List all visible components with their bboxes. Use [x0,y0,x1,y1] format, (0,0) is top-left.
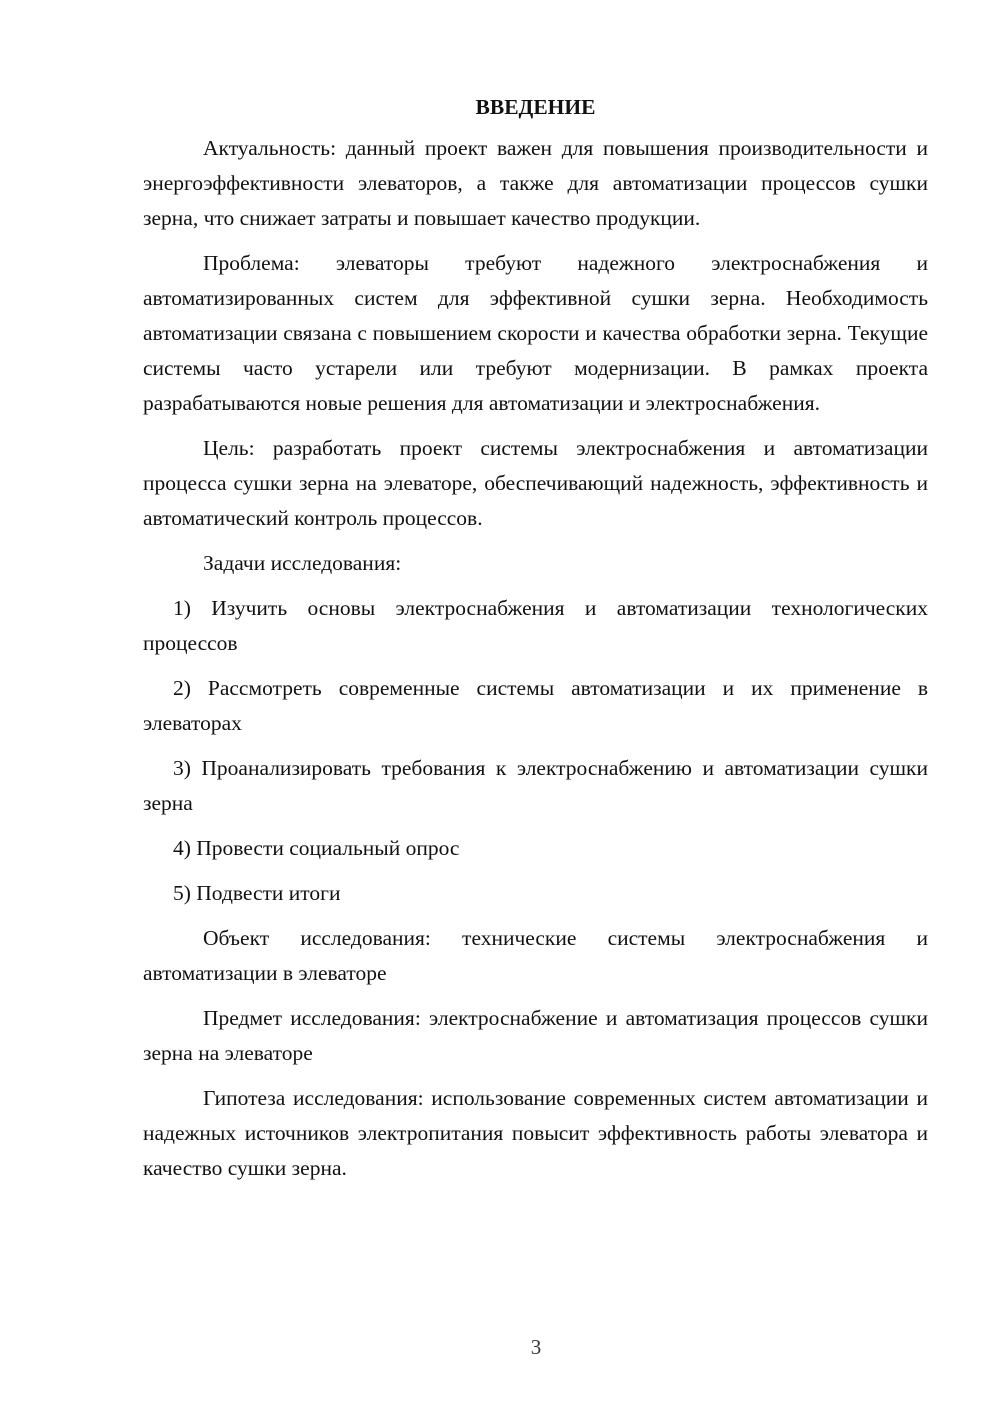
paragraph-goal: Цель: разработать проект системы электроснабжения и автоматизации процесса сушки зерна на элеваторе, обеспечивающий надежность, эффективность и автоматический контроль процессов. [143,436,928,530]
paragraph-object: Объект исследования: технические системы электроснабжения и автоматизации в элеваторе [143,926,928,985]
task-item: 1) Изучить основы электроснабжения и автоматизации технологических процессов [143,596,928,655]
task-item: 4) Провести социальный опрос [173,836,460,860]
tasks-heading: Задачи исследования: [203,551,402,575]
paragraph-relevance: Актуальность: данный проект важен для повышения производительности и энергоэффективности элеваторов, а также для автоматизации процессов сушки зерна, что снижает затраты и повышает качество продукции. [143,136,928,230]
paragraph-problem: Проблема: элеваторы требуют надежного электроснабжения и автоматизированных систем для эффективной сушки зерна. Необходимость автоматизации связана с повышением скорости и качества обработки зерна. Текущие системы часто устарели или требуют модернизации. В рамках проекта разрабатываются новые решения для автоматизации и электроснабжения. [143,251,928,415]
task-item: 5) Подвести итоги [173,881,341,905]
paragraph-subject: Предмет исследования: электроснабжение и автоматизация процессов сушки зерна на элеваторе [143,1006,928,1065]
page-content [143,90,928,1196]
paragraph-hypothesis: Гипотеза исследования: использование современных систем автоматизации и надежных источников электропитания повысит эффективность работы элеватора и качество сушки зерна. [143,1086,928,1180]
task-item: 3) Проанализировать требования к электроснабжению и автоматизации сушки зерна [143,756,928,815]
task-item: 2) Рассмотреть современные системы автоматизации и их применение в элеваторах [143,676,928,735]
section-title: ВВЕДЕНИЕ [475,95,596,119]
page-number: 3 [530,1335,542,1359]
